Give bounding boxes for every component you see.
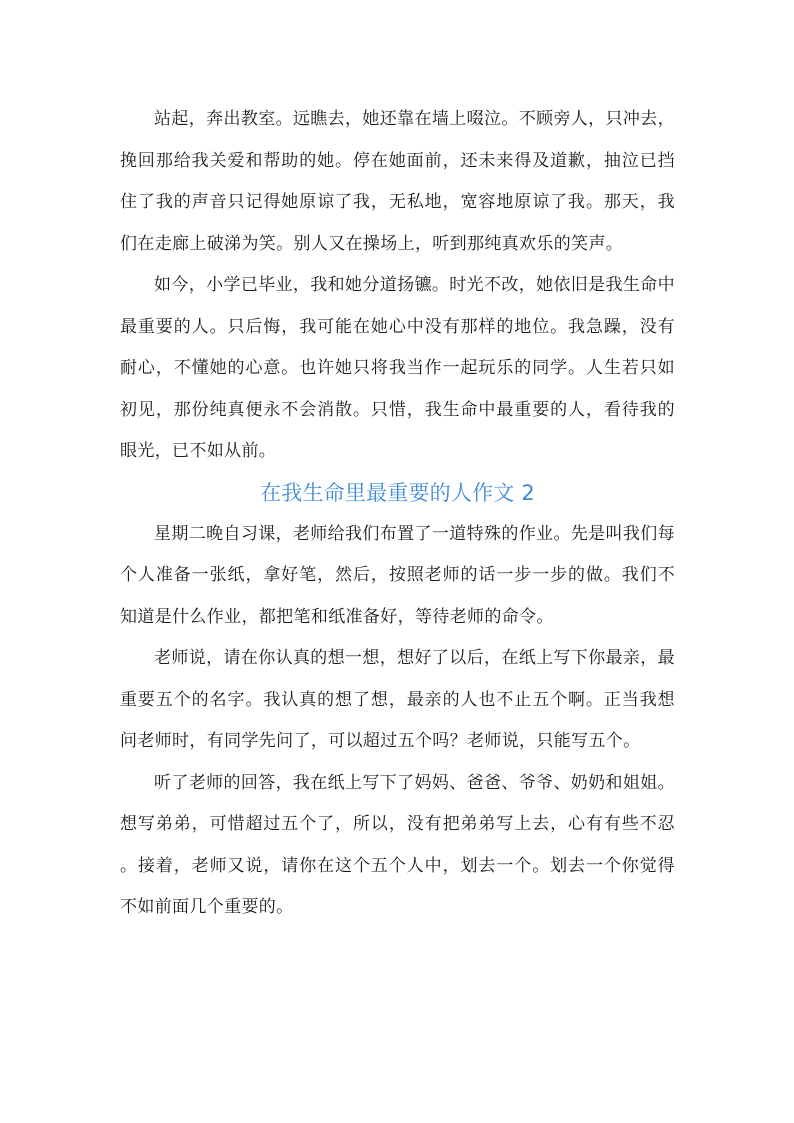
body-paragraph: 听了老师的回答，我在纸上写下了妈妈、爸爸、爷爷、奶奶和姐姐。想写弟弟，可惜超过五个了，所以，没有把弟弟写上去，心有有些不忍。接着，老师又说，请你在这个五个人中，划去一个。划去一个你觉得不如前面几个重要的。	[120, 772, 675, 917]
body-paragraph: 星期二晚自习课，老师给我们布置了一道特殊的作业。先是叫我们每个人准备一张纸，拿好笔，然后，按照老师的话一步一步的做。我们不知道是什么作业，都把笔和纸准备好，等待老师的命令。	[120, 523, 675, 627]
body-paragraph: 站起，奔出教室。远瞧去，她还靠在墙上啜泣。不顾旁人，只冲去，挽回那给我关爱和帮助的她。停在她面前，还未来得及道歉，抽泣已挡住了我的声音只记得她原谅了我，无私地，宽容地原谅了我。那天，我们在走廊上破涕为笑。别人又在操场上，听到那纯真欢乐的笑声。	[120, 109, 675, 254]
body-paragraph: 老师说，请在你认真的想一想，想好了以后，在纸上写下你最亲，最重要五个的名字。我认真的想了想，最亲的人也不止五个啊。正当我想问老师时，有同学先问了，可以超过五个吗？老师说，只能写五个。	[120, 648, 675, 751]
section-heading: 在我生命里最重要的人作文 2	[260, 480, 535, 505]
document-body	[120, 99, 675, 929]
body-paragraph: 如今，小学已毕业，我和她分道扬镳。时光不改，她依旧是我生命中最重要的人。只后悔，我可能在她心中没有那样的地位。我急躁，没有耐心，不懂她的心意。也许她只将我当作一起玩乐的同学。人生若只如初见，那份纯真便永不会消散。只惜，我生命中最重要的人，看待我的眼光，已不如从前。	[120, 275, 675, 461]
